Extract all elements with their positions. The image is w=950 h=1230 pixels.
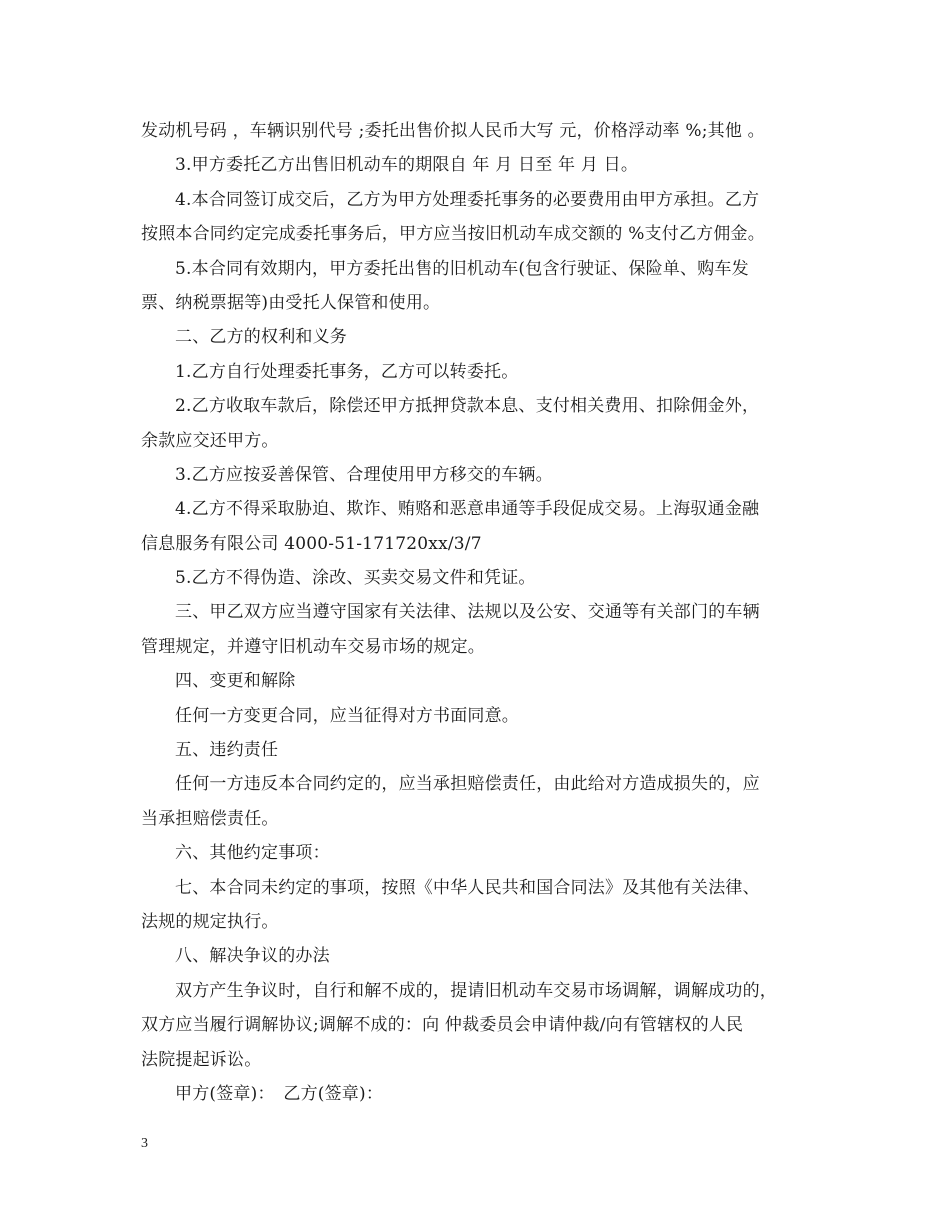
text-line: 法院提起诉讼。 <box>141 1049 262 1070</box>
text-line: 4.本合同签订成交后，乙方为甲方处理委托事务的必要费用由甲方承担。乙方 <box>175 189 760 210</box>
text-line: 1.乙方自行处理委托事务，乙方可以转委托。 <box>175 361 519 382</box>
text-line: 双方应当履行调解协议;调解不成的：向 仲裁委员会申请仲裁/向有管辖权的人民 <box>141 1015 744 1036</box>
document-body <box>141 114 816 1111</box>
text-line: 管理规定，并遵守旧机动车交易市场的规定。 <box>141 636 485 657</box>
text-line: 发动机号码 ，车辆识别代号 ;委托出售价拟人民币大写 元，价格浮动率 %;其他 。 <box>141 121 765 141</box>
text-line: 5.乙方不得伪造、涂改、买卖交易文件和凭证。 <box>175 568 536 589</box>
text-line: 三、甲乙双方应当遵守国家有关法律、法规以及公安、交通等有关部门的车辆 <box>175 602 760 623</box>
text-line: 4.乙方不得采取胁迫、欺诈、贿赂和恶意串通等手段促成交易。上海驭通金融 <box>175 499 760 520</box>
text-line: 当承担赔偿责任。 <box>141 808 279 829</box>
text-line: 二、乙方的权利和义务 <box>175 327 347 348</box>
text-line: 任何一方变更合同，应当征得对方书面同意。 <box>175 705 519 726</box>
text-line: 五、违约责任 <box>175 740 279 761</box>
text-line: 甲方(签章)： 乙方(签章)： <box>175 1083 384 1104</box>
text-line: 3.甲方委托乙方出售旧机动车的期限自 年 月 日至 年 月 日。 <box>175 155 639 176</box>
text-line: 3.乙方应按妥善保管、合理使用甲方移交的车辆。 <box>175 464 553 485</box>
text-line: 双方产生争议时，自行和解不成的，提请旧机动车交易市场调解，调解成功的， <box>175 980 777 1001</box>
text-line: 七、本合同未约定的事项，按照《中华人民共和国合同法》及其他有关法律、 <box>175 877 760 898</box>
text-line: 法规的规定执行。 <box>141 911 279 932</box>
text-line: 余款应交还甲方。 <box>141 430 279 451</box>
text-line: 票、纳税票据等)由受托人保管和使用。 <box>141 292 441 313</box>
page-number: 3 <box>141 1136 148 1151</box>
text-line: 信息服务有限公司 4000-51-171720xx/3/7 <box>141 533 482 554</box>
text-line: 5.本合同有效期内，甲方委托出售的旧机动车(包含行驶证、保险单、购车发 <box>175 258 749 279</box>
text-line: 四、变更和解除 <box>175 671 296 692</box>
text-line: 八、解决争议的办法 <box>175 946 330 967</box>
text-line: 2.乙方收取车款后，除偿还甲方抵押贷款本息、支付相关费用、扣除佣金外， <box>175 396 760 417</box>
text-line: 按照本合同约定完成委托事务后，甲方应当按旧机动车成交额的 %支付乙方佣金。 <box>141 224 765 245</box>
text-line: 任何一方违反本合同约定的，应当承担赔偿责任，由此给对方造成损失的，应 <box>175 774 760 795</box>
text-line: 六、其他约定事项： <box>175 843 330 864</box>
